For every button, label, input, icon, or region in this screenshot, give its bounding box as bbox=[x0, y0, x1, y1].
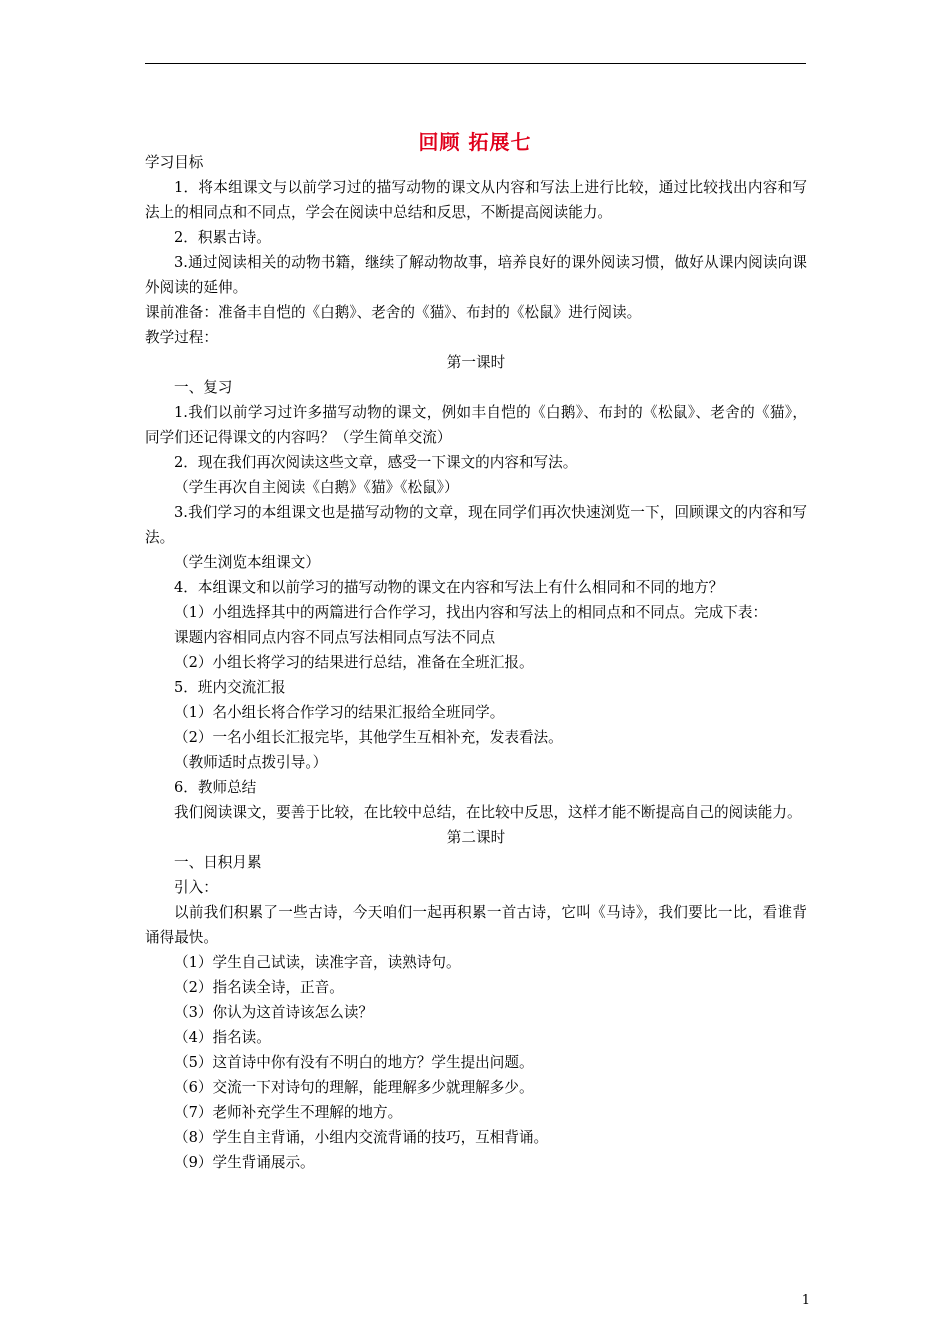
section-heading: 教学过程： bbox=[145, 329, 218, 346]
paragraph: （1）小组选择其中的两篇进行合作学习，找出内容和写法上的相同点和不同点。完成下表： bbox=[174, 604, 768, 621]
document-body bbox=[145, 150, 807, 1175]
paragraph: 课题内容相同点内容不同点写法相同点写法不同点 bbox=[174, 629, 496, 646]
paragraph: （8）学生自主背诵，小组内交流背诵的技巧，互相背诵。 bbox=[174, 1129, 549, 1146]
paragraph: 3.通过阅读相关的动物书籍，继续了解动物故事，培养良好的课外阅读习惯，做好从课内阅读向课外阅读的延伸。 bbox=[145, 254, 807, 296]
paragraph: 我们阅读课文，要善于比较，在比较中总结，在比较中反思，这样才能不断提高自己的阅读能力。 bbox=[174, 804, 802, 821]
paragraph: （6）交流一下对诗句的理解，能理解多少就理解多少。 bbox=[174, 1079, 534, 1096]
paragraph: 4．本组课文和以前学习的描写动物的课文在内容和写法上有什么相同和不同的地方？ bbox=[174, 579, 724, 596]
paragraph: 1．将本组课文与以前学习过的描写动物的课文从内容和写法上进行比较，通过比较找出内容和写法上的相同点和不同点，学会在阅读中总结和反思，不断提高阅读能力。 bbox=[145, 179, 807, 221]
paragraph: 以前我们积累了一些古诗，今天咱们一起再积累一首古诗，它叫《马诗》，我们要比一比，看谁背诵得最快。 bbox=[145, 904, 807, 946]
paragraph: （3）你认为这首诗该怎么读？ bbox=[174, 1004, 374, 1021]
paragraph: 引入： bbox=[174, 879, 218, 896]
paragraph: 课前准备：准备丰自恺的《白鹅》、老舍的《猫》、布封的《松鼠》进行阅读。 bbox=[145, 304, 642, 321]
paragraph: （2）小组长将学习的结果进行总结，准备在全班汇报。 bbox=[174, 654, 534, 671]
paragraph: 1.我们以前学习过许多描写动物的课文，例如丰自恺的《白鹅》、布封的《松鼠》、老舍的《猫》，同学们还记得课文的内容吗？（学生简单交流） bbox=[145, 404, 807, 446]
paragraph: 2．现在我们再次阅读这些文章，感受一下课文的内容和写法。 bbox=[174, 454, 578, 471]
paragraph: 5．班内交流汇报 bbox=[174, 679, 286, 696]
header-rule bbox=[145, 63, 806, 64]
lesson-heading: 第一课时 bbox=[446, 354, 506, 371]
paragraph: （学生浏览本组课文） bbox=[174, 554, 320, 571]
section-heading: 学习目标 bbox=[145, 154, 204, 171]
paragraph: 2．积累古诗。 bbox=[174, 229, 271, 246]
document-title: 回顾 拓展七 bbox=[418, 130, 532, 154]
paragraph: 一、日积月累 bbox=[174, 854, 262, 871]
paragraph: （1）名小组长将合作学习的结果汇报给全班同学。 bbox=[174, 704, 505, 721]
paragraph: 3.我们学习的本组课文也是描写动物的文章，现在同学们再次快速浏览一下，回顾课文的内容和写法。 bbox=[145, 504, 807, 546]
paragraph: 6．教师总结 bbox=[174, 779, 257, 796]
lesson-heading: 第二课时 bbox=[446, 829, 506, 846]
paragraph: （1）学生自己试读，读准字音，读熟诗句。 bbox=[174, 954, 461, 971]
paragraph: （5）这首诗中你有没有不明白的地方？学生提出问题。 bbox=[174, 1054, 534, 1071]
paragraph: （教师适时点拨引导。） bbox=[174, 754, 328, 771]
paragraph: 一、复习 bbox=[174, 379, 233, 396]
paragraph: （4）指名读。 bbox=[174, 1029, 271, 1046]
paragraph: （学生再次自主阅读《白鹅》《猫》《松鼠》） bbox=[174, 479, 459, 496]
page-number: 1 bbox=[801, 1293, 810, 1308]
paragraph: （9）学生背诵展示。 bbox=[174, 1154, 315, 1171]
paragraph: （7）老师补充学生不理解的地方。 bbox=[174, 1104, 403, 1121]
paragraph: （2）指名读全诗，正音。 bbox=[174, 979, 344, 996]
paragraph: （2）一名小组长汇报完毕，其他学生互相补充，发表看法。 bbox=[174, 729, 563, 746]
